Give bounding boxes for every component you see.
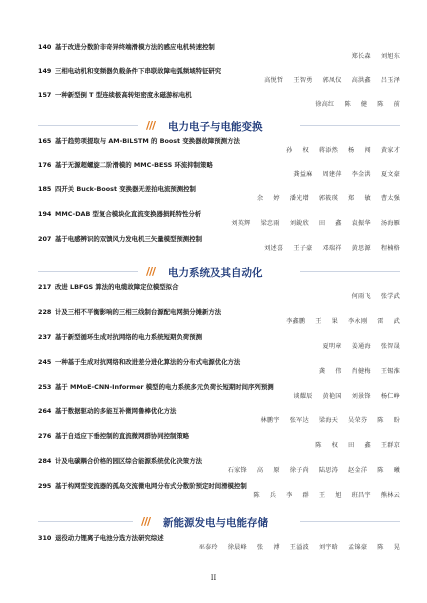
author-name: 林鹏宇 <box>260 417 280 424</box>
entry-page-number: 264 <box>38 407 52 415</box>
entry-authors <box>38 317 400 326</box>
author-name: 班昌宇 <box>351 492 371 499</box>
author-name: 熊林云 <box>380 492 400 499</box>
author-name: 陈 <box>377 467 384 474</box>
entry-title-line <box>38 482 400 491</box>
entry-title: 计及电碳耦合价格的园区综合能源系统优化决策方法 <box>55 457 202 465</box>
section-divider-line <box>38 271 138 272</box>
section-title: 电力系统及其自动化 <box>168 267 263 279</box>
author-name: 婷 <box>273 195 280 202</box>
author-name: 王群京 <box>380 442 400 449</box>
author-name: 郑长森 <box>351 53 371 60</box>
author-name: 王溢波 <box>289 544 309 551</box>
entry-title-line <box>38 185 400 194</box>
author-name: 夏明章 <box>322 343 342 350</box>
author-name: 陈 <box>377 544 384 551</box>
author-name: 健 <box>360 101 368 108</box>
author-name: 果 <box>331 318 339 325</box>
entry-authors <box>38 441 400 450</box>
entry-page-number: 253 <box>38 383 52 391</box>
entry-authors <box>38 52 400 61</box>
section-slash-icon: /// <box>146 119 156 132</box>
section-divider-line <box>300 271 400 272</box>
author-name: 孙 <box>286 147 293 154</box>
entry-title-line <box>38 161 400 170</box>
author-name: 刘述喜 <box>264 245 284 252</box>
author-name: 潘光增 <box>289 195 309 202</box>
section-header <box>0 118 427 134</box>
entry-title-line <box>38 43 400 52</box>
entry-title: 计及三相不平衡影响的三相三线制台源配电网损分摊新方法 <box>55 308 222 316</box>
author-name: 群 <box>302 492 309 499</box>
entry-title: 基于改进分数阶非奇异终端滑模方法的感应电机转速控制 <box>55 43 215 51</box>
author-name: 周建萍 <box>322 171 342 178</box>
entry-title-line <box>38 383 400 392</box>
entry-page-number: 295 <box>38 482 52 490</box>
entry-title: 基于构网型变流器的孤岛交流微电网分布式分数阶预定时间滑模控制 <box>55 482 247 490</box>
author-name: 郑 <box>348 195 355 202</box>
author-name: 吕玉泽 <box>380 77 400 84</box>
toc-entry <box>38 457 400 475</box>
entry-title-line <box>38 358 400 367</box>
entry-page-number: 165 <box>38 137 52 145</box>
entry-page-number: 237 <box>38 333 52 341</box>
author-name: 武 <box>393 318 400 325</box>
author-name: 陈 <box>377 101 384 108</box>
entry-title-line <box>38 308 400 317</box>
author-name: 谈耀辰 <box>293 393 313 400</box>
author-name: 刘銳欣 <box>289 220 309 227</box>
author-name: 雷 <box>377 318 384 325</box>
author-name: 孟锦豪 <box>348 544 368 551</box>
toc-entry <box>38 91 400 109</box>
entry-title: 退役动力锂离子电池分选方法研究综述 <box>55 534 164 542</box>
author-name: 溥 <box>273 544 280 551</box>
entry-title-line <box>38 407 400 416</box>
author-name: 敏 <box>364 195 371 202</box>
author-name: 汤海雁 <box>380 220 400 227</box>
toc-entry <box>38 407 400 425</box>
toc-entry <box>38 210 400 228</box>
author-name: 龚 <box>318 368 326 375</box>
entry-page-number: 284 <box>38 457 52 465</box>
author-name: 袁振华 <box>351 220 371 227</box>
entry-page-number: 185 <box>38 185 52 193</box>
entry-page-number: 194 <box>38 210 52 218</box>
author-name: 黄思源 <box>351 245 371 252</box>
author-name: 杨仁峥 <box>380 393 400 400</box>
author-name: 晃 <box>393 544 400 551</box>
entry-title: 基于趋势项提取与 AM-BiLSTM 的 Boost 变换器故障预测方法 <box>55 137 240 145</box>
entry-title-line <box>38 534 400 543</box>
section-slash-icon: /// <box>141 515 151 528</box>
author-name: 李永刚 <box>348 318 368 325</box>
toc-entry <box>38 432 400 450</box>
author-name: 刘宇晗 <box>318 544 339 551</box>
entry-title: 基于自适应下垂控制的直流微网群协同控制策略 <box>55 432 190 440</box>
entry-authors <box>38 466 400 475</box>
author-name: 李 <box>286 492 293 499</box>
entry-title-line <box>38 333 400 342</box>
author-name: 程楠格 <box>380 245 400 252</box>
toc-entry <box>38 308 400 326</box>
entry-page-number: 157 <box>38 91 52 99</box>
toc-entry <box>38 67 400 85</box>
entry-authors <box>38 367 400 376</box>
entry-title-line <box>38 137 400 146</box>
author-name: 高洪鑫 <box>351 77 371 84</box>
entry-title: 基于电感辨识的双馈风力发电机三矢量模型预测控制 <box>55 235 202 243</box>
entry-page-number: 310 <box>38 534 52 542</box>
entry-title: 三相电动机和变频器负载条件下串联故障电弧频域特征研究 <box>55 67 222 75</box>
author-name: 王 <box>315 318 322 325</box>
section-divider-line <box>38 125 138 126</box>
author-name: 龚益麻 <box>293 171 313 178</box>
author-name: 张军达 <box>289 417 309 424</box>
author-name: 权 <box>331 442 339 449</box>
author-name: 陈 <box>377 417 384 424</box>
author-name: 陈 <box>344 101 351 108</box>
author-name: 旭 <box>335 492 342 499</box>
toc-entry <box>38 235 400 253</box>
entry-title: 改进 LBFGS 算法的电缆故障定位模型拟合 <box>55 283 179 291</box>
author-name: 盼 <box>393 417 400 424</box>
entry-title: 一种新型倒 T 型连续极高转矩密度永磁游标电机 <box>55 91 192 99</box>
author-name: 权 <box>302 147 309 154</box>
page-number: II <box>210 574 217 582</box>
author-name: 邓瑞祥 <box>322 245 342 252</box>
section-title: 电力电子与电能变换 <box>168 121 263 133</box>
author-name: 李金洪 <box>351 171 371 178</box>
entry-authors <box>38 292 400 301</box>
author-name: 梁海天 <box>318 417 339 424</box>
author-name: 前 <box>393 101 400 108</box>
author-name: 姜通海 <box>351 343 371 350</box>
entry-page-number: 176 <box>38 161 52 169</box>
author-name: 黄艳国 <box>322 393 342 400</box>
author-name: 曹太强 <box>380 195 400 202</box>
author-name: 梁忠雨 <box>260 220 280 227</box>
author-name: 王子豪 <box>293 245 313 252</box>
toc-entry <box>38 333 400 351</box>
toc-entry <box>38 43 400 61</box>
toc-entry <box>38 534 400 552</box>
entry-title: 基于 MMoE-CNN-Informer 模型的电力系统多元负荷长短期时间序列预测 <box>55 383 274 391</box>
author-name: 何雨飞 <box>351 293 371 300</box>
section-header <box>0 264 427 280</box>
entry-title: 基于数据驱动的多能互补微网鲁棒优化方法 <box>55 407 177 415</box>
entry-authors <box>38 392 400 401</box>
author-name: 陈 <box>315 442 322 449</box>
author-name: 田 <box>348 442 355 449</box>
author-name: 原 <box>273 467 280 474</box>
author-name: 李鑫鹏 <box>286 318 306 325</box>
author-name: 鑫 <box>335 220 342 227</box>
author-name: 巫泰玲 <box>198 544 218 551</box>
author-name: 刘旭东 <box>380 53 400 60</box>
author-name: 曦 <box>393 467 400 474</box>
author-name: 余 <box>256 195 264 202</box>
entry-page-number: 276 <box>38 432 52 440</box>
entry-page-number: 217 <box>38 283 52 291</box>
entry-title-line <box>38 432 400 441</box>
author-name: 张 <box>256 544 264 551</box>
toc-entry <box>38 358 400 376</box>
author-name: 夏文豪 <box>380 171 400 178</box>
entry-page-number: 140 <box>38 43 52 51</box>
entry-authors <box>38 342 400 351</box>
entry-title-line <box>38 283 400 292</box>
entry-title-line <box>38 67 400 76</box>
author-name: 高 <box>256 467 264 474</box>
toc-entry <box>38 137 400 155</box>
author-name: 王智勇 <box>293 77 313 84</box>
toc-entry <box>38 482 400 500</box>
entry-page-number: 149 <box>38 67 52 75</box>
author-name: 陆思涛 <box>318 467 339 474</box>
author-name: 徐高红 <box>315 101 335 108</box>
author-name: 肖健梅 <box>351 368 371 375</box>
author-name: 杨 <box>348 147 355 154</box>
author-name: 伟 <box>335 368 342 375</box>
entry-title-line <box>38 457 400 466</box>
entry-title: MMC-DAB 型复合模块化直流变换器损耗特性分析 <box>55 210 202 218</box>
author-name: 王 <box>318 492 326 499</box>
entry-authors <box>38 491 400 500</box>
entry-authors <box>38 416 400 425</box>
author-name: 张智晟 <box>380 343 400 350</box>
entry-title-line <box>38 210 400 219</box>
entry-authors <box>38 194 400 203</box>
toc-entry <box>38 383 400 401</box>
author-name: 兵 <box>269 492 277 499</box>
entry-authors <box>38 244 400 253</box>
author-name: 张学武 <box>380 293 400 300</box>
author-name: 田 <box>318 220 326 227</box>
entry-title-line <box>38 235 400 244</box>
author-name: 陈 <box>253 492 260 499</box>
entry-page-number: 228 <box>38 308 52 316</box>
author-name: 徐晨峰 <box>227 544 247 551</box>
author-name: 高悦哲 <box>264 77 284 84</box>
author-name: 石家锋 <box>227 467 247 474</box>
entry-title: 基于新型循环生成对抗网络的电力系统短期负荷预测 <box>55 333 202 341</box>
section-divider-line <box>300 125 400 126</box>
toc-entry <box>38 185 400 203</box>
toc-entry <box>38 283 400 301</box>
entry-authors <box>38 170 400 179</box>
entry-page-number: 245 <box>38 358 52 366</box>
section-header <box>0 514 427 530</box>
entry-authors <box>38 76 400 85</box>
entry-authors <box>38 219 400 228</box>
section-divider-line <box>300 521 400 522</box>
author-name: 赵金洋 <box>348 467 368 474</box>
author-name: 刘英辉 <box>231 220 251 227</box>
section-divider-line <box>38 521 133 522</box>
author-name: 刘景锋 <box>351 393 371 400</box>
entry-title-line <box>38 91 400 100</box>
author-name: 吴荣芬 <box>348 417 368 424</box>
entry-page-number: 207 <box>38 235 52 243</box>
author-name: 徐子尚 <box>289 467 309 474</box>
author-name: 郭筱瑛 <box>318 195 339 202</box>
author-name: 闯 <box>364 147 371 154</box>
author-name: 蒋添然 <box>318 147 339 154</box>
author-name: 郭凤仪 <box>322 77 342 84</box>
entry-title: 四开关 Buck-Boost 变换器无差拍电流预测控制 <box>55 185 196 193</box>
entry-authors <box>38 543 400 552</box>
author-name: 黄家才 <box>380 147 400 154</box>
entry-authors <box>38 100 400 109</box>
section-title: 新能源发电与电能存储 <box>163 517 268 529</box>
entry-authors <box>38 146 400 155</box>
entry-title: 一种基于生成对抗网络和改进差分进化算法的分布式电源优化方法 <box>55 358 241 366</box>
author-name: 王锡淮 <box>380 368 400 375</box>
author-name: 鑫 <box>364 442 371 449</box>
section-slash-icon: /// <box>146 265 156 278</box>
entry-title: 基于无源超螺旋二阶滑模的 MMC-BESS 环流抑制策略 <box>55 161 213 169</box>
toc-entry <box>38 161 400 179</box>
